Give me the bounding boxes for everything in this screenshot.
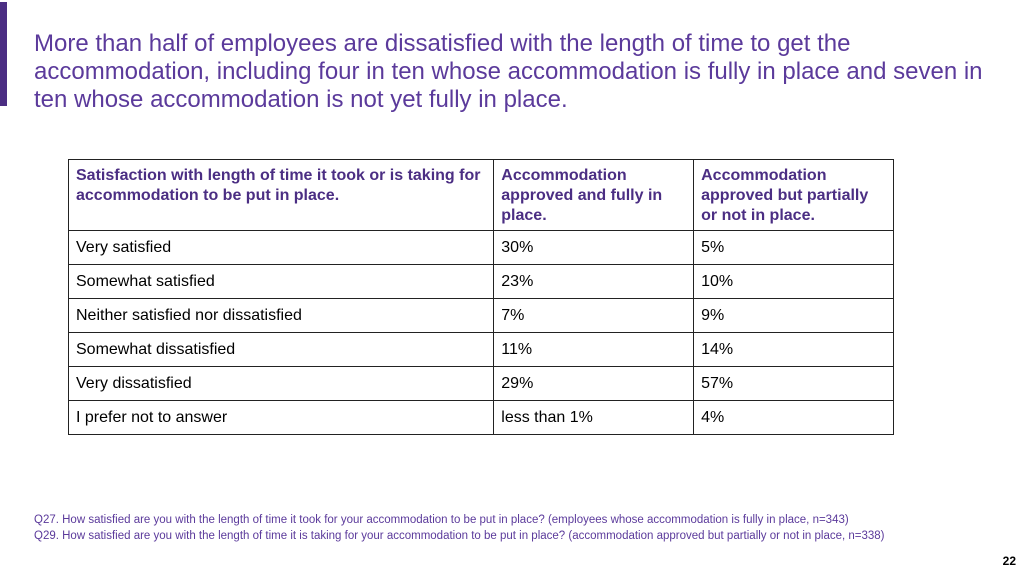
value-fully-in-place: 23% (494, 265, 694, 299)
row-label: I prefer not to answer (69, 401, 494, 435)
header-satisfaction: Satisfaction with length of time it took or is taking for accommodation to be put in place. (69, 160, 494, 231)
row-label: Neither satisfied nor dissatisfied (69, 299, 494, 333)
table-row (69, 401, 894, 435)
question-notes (34, 512, 1014, 544)
value-fully-in-place: less than 1% (494, 401, 694, 435)
value-partially-or-not: 57% (694, 367, 894, 401)
table-row (69, 265, 894, 299)
header-fully-in-place: Accommodation approved and fully in place. (494, 160, 694, 231)
slide-title: More than half of employees are dissatisfied with the length of time to get the accommodation, including four in ten whose accommodation is fully in place and seven in ten whose accommodation is not yet fully in place. (34, 30, 983, 113)
row-label: Somewhat dissatisfied (69, 333, 494, 367)
row-label: Very dissatisfied (69, 367, 494, 401)
value-fully-in-place: 11% (494, 333, 694, 367)
table-row (69, 231, 894, 265)
value-fully-in-place: 7% (494, 299, 694, 333)
row-label: Somewhat satisfied (69, 265, 494, 299)
value-partially-or-not: 4% (694, 401, 894, 435)
table-header-row (69, 160, 894, 231)
value-partially-or-not: 9% (694, 299, 894, 333)
table-row (69, 333, 894, 367)
page-number: 22 (1002, 554, 1016, 568)
accent-bar (0, 2, 7, 106)
header-partially-or-not: Accommodation approved but partially or not in place. (694, 160, 894, 231)
table-row (69, 367, 894, 401)
satisfaction-table (68, 159, 894, 435)
note-q29: Q29. How satisfied are you with the length of time it is taking for your accommodation to be put in place? (accommodation approved but partially or not in place, n=338) (34, 530, 885, 542)
value-fully-in-place: 30% (494, 231, 694, 265)
value-partially-or-not: 14% (694, 333, 894, 367)
value-partially-or-not: 10% (694, 265, 894, 299)
value-fully-in-place: 29% (494, 367, 694, 401)
value-partially-or-not: 5% (694, 231, 894, 265)
note-q27: Q27. How satisfied are you with the length of time it took for your accommodation to be put in place? (employees whose accommodation is fully in place, n=343) (34, 514, 849, 526)
table-row (69, 299, 894, 333)
row-label: Very satisfied (69, 231, 494, 265)
